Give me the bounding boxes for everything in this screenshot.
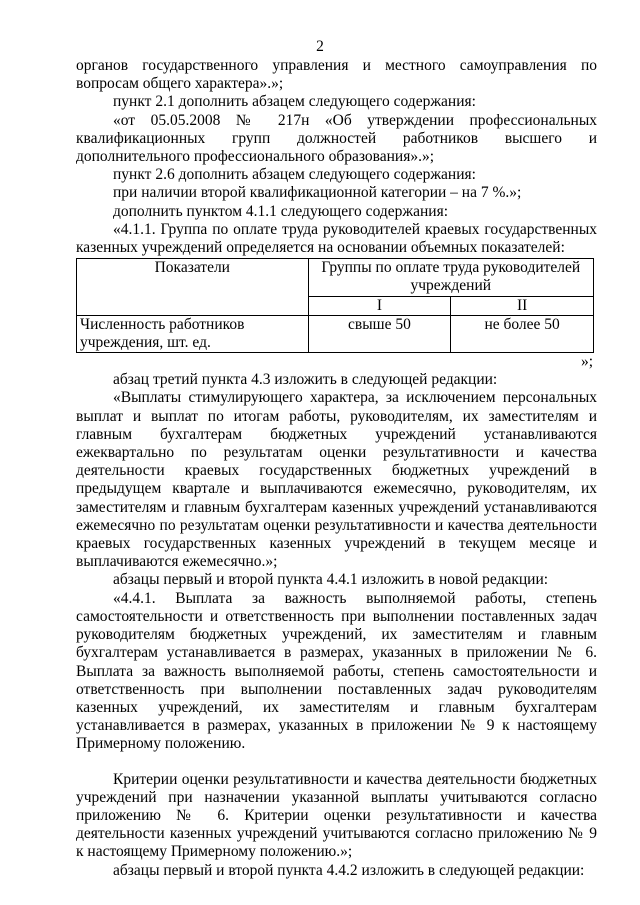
paragraph: Критерии оценки результативности и качества деятельности бюджетных учреждений при назначении указанной выплаты учитываются согласно приложению № 6. Критерии оценки результативности и качества деятельности казенных учреждений учитываются согласно приложению № 9 к настоящему Примерному положению.»; — [76, 770, 597, 861]
paragraph: «от 05.05.2008 № 217н «Об утверждении профессиональных квалификационных групп должностей работников высшего и дополнительного профессионального образования».»; — [76, 111, 597, 166]
paragraph: пункт 2.1 дополнить абзацем следующего содержания: — [113, 93, 476, 111]
table-header-row — [77, 259, 594, 296]
header-groups-cell: Группы по оплате труда руководителей учреждений — [308, 259, 593, 296]
paragraph: «Выплаты стимулирующего характера, за исключением персональных выплат и выплат по итогам работы, руководителям, их заместителям и главным бухгалтерам бюджетных учреждений устанавливаются ежеквартально по результатам оценки результативности и качества деятельности краевых государственных бюджетных учреждений в предыдущем квартале и выплачиваются ежемесячно, руководителям, их заместителям и главным бухгалтерам казенных учреждений устанавливаются ежемесячно по результатам оценки результативности и качества деятельности краевых государственных казенных учреждений в текущем месяце и выплачиваются ежемесячно.»; — [76, 389, 597, 571]
paragraph: абзацы первый и второй пункта 4.4.1 изложить в новой редакции: — [113, 571, 549, 589]
header-indicator-cell: Показатели — [77, 259, 309, 316]
row-value-1-cell: свыше 50 — [308, 315, 451, 352]
paragraph: «4.1.1. Группа по оплате труда руководителей краевых государственных казенных учреждений определяется на основании объемных показателей: — [76, 220, 597, 257]
paragraph: дополнить пунктом 4.1.1 следующего содержания: — [113, 202, 448, 220]
group-2-cell: II — [451, 296, 594, 315]
paragraph: пункт 2.6 дополнить абзацем следующего содержания: — [113, 166, 476, 184]
row-label-cell: Численность работников учреждения, шт. ед. — [77, 315, 309, 352]
paragraph: абзац третий пункта 4.3 изложить в следующей редакции: — [113, 371, 498, 389]
paragraph: при наличии второй квалификационной категории – на 7 %.»; — [113, 184, 522, 202]
document-body — [76, 57, 597, 880]
page-number: 2 — [316, 38, 324, 55]
table-row — [77, 315, 594, 352]
group-1-cell: I — [308, 296, 451, 315]
paragraph: «4.4.1. Выплата за важность выполняемой работы, степень самостоятельности и ответственность при выполнении поставленных задач руководителям бюджетных учреждений, их заместителям и главным бухгалтерам устанавливается в размерах, указанных в приложении № 6. Выплата за важность выполняемой работы, степень самостоятельности и ответственность при выполнении поставленных задач руководителям казенных учреждений, их заместителям и главным бухгалтерам устанавливается в размерах, указанных в приложении № 9 к настоящему Примерному положению. — [76, 589, 597, 753]
paragraph: органов государственного управления и местного самоуправления по вопросам общего характера».»; — [76, 57, 597, 93]
row-value-2-cell: не более 50 — [451, 315, 594, 352]
table-trailer: »; — [580, 353, 593, 371]
groups-table — [76, 258, 594, 353]
paragraph: абзацы первый и второй пункта 4.4.2 изложить в следующей редакции: — [113, 861, 585, 879]
